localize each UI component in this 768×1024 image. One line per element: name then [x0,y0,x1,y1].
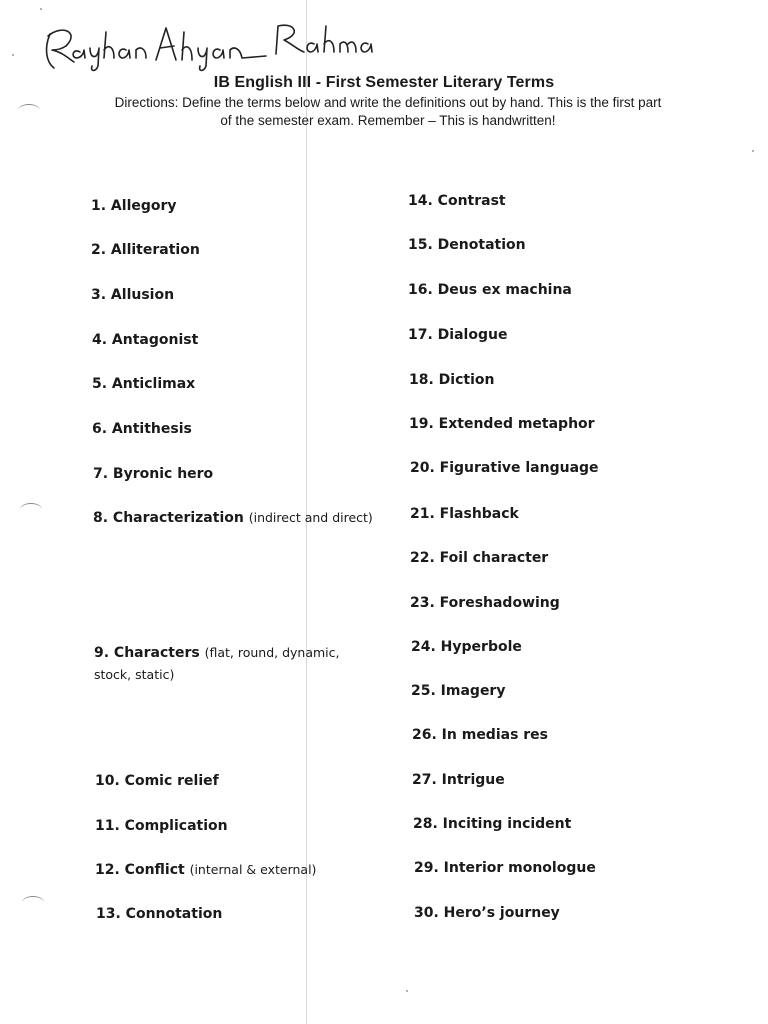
term-label: 4. Antagonist [92,332,199,348]
term-characterization [93,510,373,526]
term-note: (indirect and direct) [248,510,373,525]
term-dialogue [408,327,507,343]
term-label: 19. Extended metaphor [409,416,595,432]
term-byronic-hero [93,466,213,482]
term-flashback [410,506,519,522]
term-allegory [91,198,177,214]
term-diction [409,372,494,388]
term-intrigue [412,772,505,788]
term-label: 23. Foreshadowing [410,595,560,611]
term-extended-metaphor [409,416,595,432]
term-interior-monologue [414,860,596,876]
term-conflict [95,862,316,878]
term-antagonist [92,332,198,348]
term-label: 16. Deus ex machina [408,282,572,298]
term-label: 6. Antithesis [92,421,192,437]
term-label: 5. Anticlimax [92,376,196,392]
handwritten-signature [36,14,376,76]
term-label: 10. Comic relief [95,773,219,789]
term-label: 9. Characters [94,645,200,661]
scan-speck [40,8,42,10]
term-inciting-incident [413,816,571,832]
term-figurative-language [410,460,599,476]
term-foreshadowing [410,595,560,611]
binder-hole-mark-top [18,104,40,117]
binder-hole-mark-bottom [22,896,44,909]
term-denotation [408,237,526,253]
term-note: (flat, round, dynamic, stock, static) [94,645,340,682]
term-label: 20. Figurative language [410,460,599,476]
term-foil-character [410,550,548,566]
term-label: 27. Intrigue [412,772,505,788]
term-allusion [91,287,174,303]
term-hyperbole [411,639,522,655]
term-label: 11. Complication [95,818,228,834]
term-label: 26. In medias res [412,727,549,743]
term-antithesis [92,421,192,437]
scan-speck [406,990,408,992]
term-anticlimax [92,376,195,392]
term-heros-journey [414,905,560,921]
term-in-medias-res [412,727,548,743]
term-characters [94,642,354,686]
term-label: 22. Foil character [410,550,549,566]
directions-line-2: of the semester exam. Remember – This is handwritten! [220,113,556,128]
term-label: 14. Contrast [408,193,506,209]
document-title: IB English III - First Semester Literary Terms [213,74,555,91]
term-connotation [96,906,222,922]
binder-hole-mark-middle [20,503,42,516]
term-alliteration [91,242,200,258]
directions-text [78,94,698,130]
term-label: 2. Alliteration [91,242,200,258]
term-label: 18. Diction [409,372,495,388]
scan-speck [12,54,14,56]
term-complication [95,818,228,834]
term-label: 13. Connotation [96,906,223,922]
term-note: (internal & external) [189,862,317,877]
term-label: 3. Allusion [91,287,175,303]
term-label: 7. Byronic hero [93,466,214,482]
term-label: 25. Imagery [411,683,506,699]
term-label: 30. Hero’s journey [414,905,560,921]
term-label: 15. Denotation [408,237,526,253]
term-label: 1. Allegory [91,198,177,214]
directions-line-1: Directions: Define the terms below and write the definitions out by hand. This is the first part [114,95,662,110]
term-label: 21. Flashback [410,506,519,522]
term-imagery [411,683,505,699]
term-comic-relief [95,773,219,789]
term-label: 28. Inciting incident [413,816,572,832]
term-label: 8. Characterization [93,510,244,526]
scan-speck [752,150,754,152]
term-label: 29. Interior monologue [414,860,596,876]
term-contrast [408,193,506,209]
term-deus-ex-machina [408,282,572,298]
term-label: 17. Dialogue [408,327,508,343]
term-label: 24. Hyperbole [411,639,522,655]
term-label: 12. Conflict [95,862,185,878]
